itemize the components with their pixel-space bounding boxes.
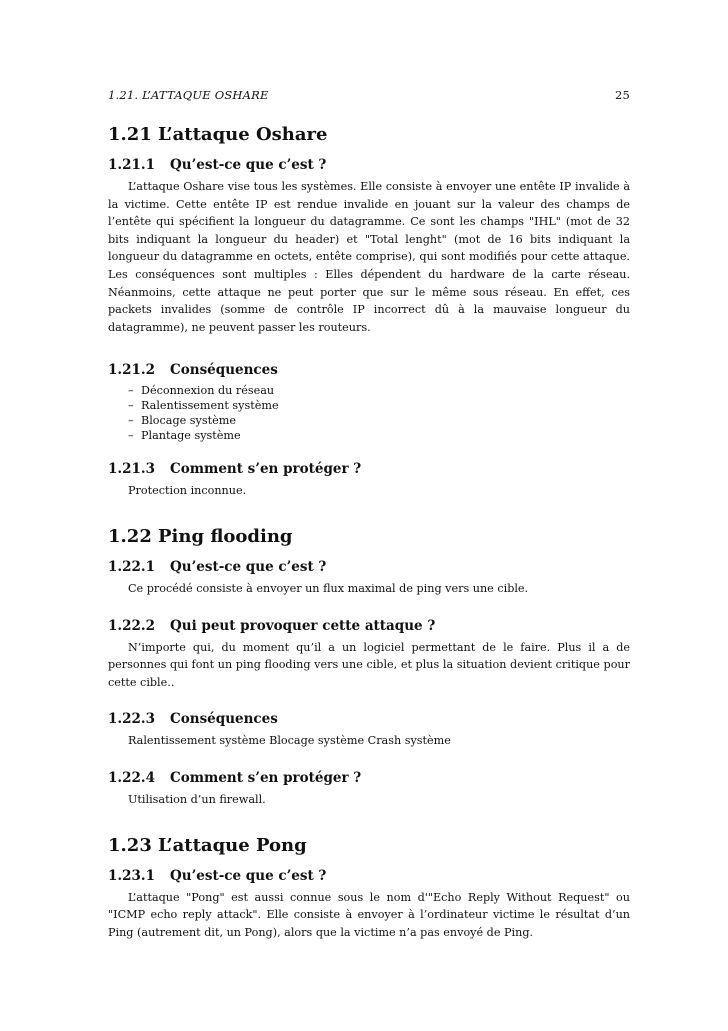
- list-item: – Plantage système: [128, 429, 241, 443]
- page-content: [108, 88, 630, 941]
- section-heading-1-22: [108, 526, 630, 547]
- dash-bullet: –: [128, 414, 134, 428]
- list-item: – Blocage système: [128, 414, 236, 428]
- list-item: – Ralentissement système: [128, 399, 279, 413]
- dash-bullet: –: [128, 399, 134, 413]
- section-number: 1.21: [108, 124, 152, 145]
- running-title: 1.21. L’ATTAQUE OSHARE: [108, 88, 269, 102]
- consequences-list: [108, 383, 630, 443]
- subsection-title: Qu’est-ce que c’est ?: [170, 558, 327, 575]
- paragraph-1-23-1: L’attaque "Pong" est aussi connue sous le nom d'"Echo Reply Without Request" ou "ICMP echo reply attack". Elle consiste à envoyer à l’ordinateur victime le résultat d’un Ping (autrement dit, un Pong), alors que la victime n’a pas envoyé de Ping.: [108, 890, 630, 939]
- subsection-heading-1-23-1: [108, 868, 630, 884]
- subsection-title: Qu’est-ce que c’est ?: [170, 867, 327, 884]
- list-item: – Déconnexion du réseau: [128, 384, 275, 398]
- subsection-number: 1.21.3: [108, 461, 155, 478]
- section-number: 1.23: [108, 834, 152, 856]
- subsection-title: Comment s’en protéger ?: [170, 461, 362, 478]
- paragraph-1-22-2: N’importe qui, du moment qu’il a un logiciel permettant de le faire. Plus il a de personnes qui font un ping flooding vers une cible, et plus la situation devient critique pour cette cible..: [108, 640, 630, 689]
- section-heading-1-21: [108, 124, 630, 145]
- subsection-number: 1.22.2: [108, 617, 155, 634]
- section-title: Ping flooding: [158, 525, 293, 547]
- subsection-number: 1.23.1: [108, 867, 155, 884]
- subsection-title: Qui peut provoquer cette attaque ?: [170, 617, 436, 634]
- running-header: [108, 88, 630, 102]
- section-title: L’attaque Oshare: [158, 124, 328, 145]
- subsection-heading-1-22-3: [108, 711, 630, 727]
- subsection-title: Conséquences: [170, 711, 278, 728]
- subsection-heading-1-22-4: [108, 770, 630, 786]
- dash-bullet: –: [128, 384, 134, 398]
- paragraph-1-21-1: L’attaque Oshare vise tous les systèmes. Elle consiste à envoyer une entête IP invalide à la victime. Cette entête IP est rendue invalide en jouant sur la valeur des champs de l’entête qui spécifient la longueur du datagramme. Ce sont les champs "IHL" (mot de 32 bits indiquant la longueur du header) et "Total lenght" (mot de 16 bits indiquant la longueur du datagramme en octets, entête comprise), qui sont modifiés pour cette attaque. Les conséquences sont multiples : Elles dépendent du hardware de la carte réseau. Néanmoins, cette attaque ne peut porter que sur le même sous réseau. En effet, ces packets invalides (somme de contrôle IP incorrect dû à la mauvaise longueur du datagramme), ne peuvent passer les routeurs.: [108, 180, 630, 334]
- section-heading-1-23: [108, 835, 630, 856]
- subsection-number: 1.21.2: [108, 362, 155, 379]
- subsection-title: Qu’est-ce que c’est ?: [170, 157, 327, 173]
- subsection-heading-1-21-3: [108, 461, 630, 477]
- paragraph-1-22-4: Utilisation d’un firewall.: [128, 792, 266, 806]
- section-number: 1.22: [108, 525, 152, 547]
- page-number: 25: [614, 88, 630, 102]
- paragraph-1-22-1: Ce procédé consiste à envoyer un flux maximal de ping vers une cible.: [128, 581, 529, 595]
- subsection-heading-1-22-1: [108, 559, 630, 575]
- subsection-number: 1.22.1: [108, 558, 155, 575]
- section-title: L’attaque Pong: [158, 834, 307, 856]
- subsection-heading-1-22-2: [108, 618, 630, 634]
- subsection-heading-1-21-1: [108, 157, 630, 173]
- subsection-heading-1-21-2: [108, 362, 630, 378]
- subsection-number: 1.22.4: [108, 769, 155, 786]
- subsection-number: 1.21.1: [108, 157, 155, 173]
- subsection-title: Comment s’en protéger ?: [170, 769, 362, 786]
- paragraph-1-21-3: Protection inconnue.: [128, 484, 247, 498]
- paragraph-1-22-3: Ralentissement système Blocage système Crash système: [128, 734, 451, 748]
- dash-bullet: –: [128, 429, 134, 443]
- subsection-title: Conséquences: [170, 362, 278, 379]
- subsection-number: 1.22.3: [108, 711, 155, 728]
